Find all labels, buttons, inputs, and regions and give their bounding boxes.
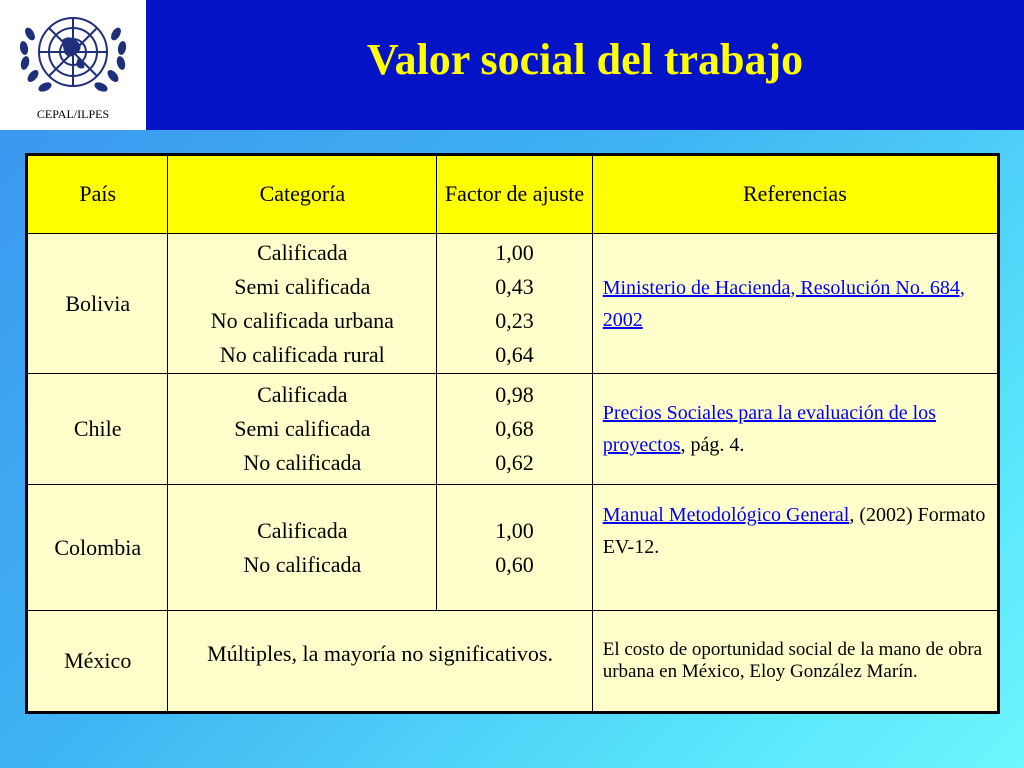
factor-value: 0,43 xyxy=(495,273,534,299)
logo-caption: CEPAL/ILPES xyxy=(36,107,110,121)
table-row xyxy=(27,611,999,713)
category-item: Semi calificada xyxy=(234,273,371,299)
reference-link[interactable]: Manual Metodológico General xyxy=(602,504,850,526)
factor-value: 0,60 xyxy=(495,551,534,577)
table-header-row xyxy=(27,155,999,234)
reference-suffix: , (2002) Formato EV-12. xyxy=(602,504,986,558)
un-emblem-icon xyxy=(12,4,134,104)
category-item: No calificada xyxy=(243,450,362,475)
merged-category-cell: Múltiples, la mayoría no significativos. xyxy=(168,611,592,713)
category-item: No calificada urbana xyxy=(210,307,394,333)
category-item: Calificada xyxy=(257,382,348,407)
header-categoria: Categoría xyxy=(168,155,437,234)
country-cell: Bolivia xyxy=(27,234,168,374)
factor-value: 0,68 xyxy=(495,416,534,441)
table-row xyxy=(27,485,999,611)
page-title: Valor social del trabajo xyxy=(366,35,804,84)
category-item: Calificada xyxy=(257,517,348,543)
reference-suffix: , pág. 4. xyxy=(680,434,745,456)
factor-value: 1,00 xyxy=(495,517,534,543)
category-cell xyxy=(168,374,437,485)
reference-cell xyxy=(592,234,998,374)
category-cell xyxy=(168,234,437,374)
reference-cell xyxy=(592,374,998,485)
reference-cell: El costo de oportunidad social de la mano de obra urbana en México, Eloy González Marín. xyxy=(592,611,998,713)
factor-cell xyxy=(437,234,592,374)
header-referencias: Referencias xyxy=(592,155,998,234)
reference-cell xyxy=(592,485,998,611)
header-pais: País xyxy=(27,155,168,234)
factor-value: 1,00 xyxy=(495,239,534,265)
factor-value: 0,23 xyxy=(495,307,534,333)
factor-cell xyxy=(437,485,592,611)
slide-header xyxy=(0,0,1024,130)
social-value-table xyxy=(25,153,1000,714)
table-row xyxy=(27,234,999,374)
logo-box xyxy=(0,0,146,130)
factor-value: 0,64 xyxy=(495,341,534,367)
country-cell: Colombia xyxy=(27,485,168,611)
category-item: No calificada xyxy=(243,551,362,577)
category-item: Calificada xyxy=(257,239,348,265)
country-cell: México xyxy=(27,611,168,713)
reference-link[interactable]: Ministerio de Hacienda, Resolución No. 684, 2002 xyxy=(602,276,965,331)
table-row xyxy=(27,374,999,485)
category-cell xyxy=(168,485,437,611)
category-item: No calificada rural xyxy=(219,341,385,367)
factor-value: 0,98 xyxy=(495,382,534,407)
header-factor: Factor de ajuste xyxy=(437,155,592,234)
reference-link[interactable]: Precios Sociales para la evaluación de los proyectos xyxy=(602,402,936,456)
country-cell: Chile xyxy=(27,374,168,485)
factor-cell xyxy=(437,374,592,485)
factor-value: 0,62 xyxy=(495,450,534,475)
category-item: Semi calificada xyxy=(234,416,371,441)
